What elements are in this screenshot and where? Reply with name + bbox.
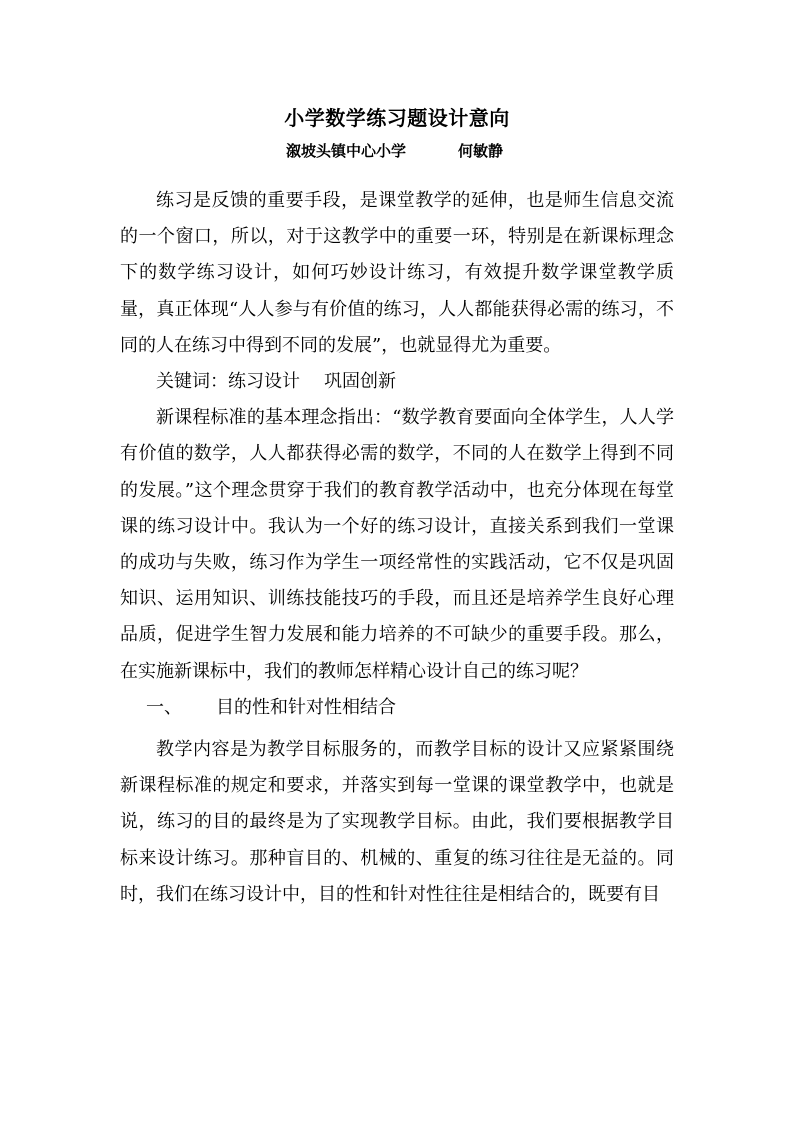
keyword-item: 练习设计 xyxy=(228,371,300,393)
keyword-item: 巩固创新 xyxy=(324,371,396,393)
body-paragraph: 新课程标准的基本理念指出：“数学教育要面向全体学生，人人学有价值的数学，人人都获得必需的数学，不同的人在数学上得到不同的发展。”这个理念贯穿于我们的教育教学活动中，也充分体现在每堂课的练习设计中。我认为一个好的练习设计，直接关系到我们一堂课的成功与失败，练习作为学生一项经常性的实践活动，它不仅是巩固知识、运用知识、训练技能技巧的手段，而且还是培养学生良好心理品质，促进学生智力发展和能力培养的不可缺少的重要手段。那么，在实施新课标中，我们的教师怎样精心设计自己的练习呢？ xyxy=(120,407,674,682)
intro-paragraph: 练习是反馈的重要手段，是课堂教学的延伸，也是师生信息交流的一个窗口，所以，对于这教学中的重要一环，特别是在新课标理念下的数学练习设计，如何巧妙设计练习，有效提升数学课堂教学质量，真正体现“人人参与有价值的练习，人人都能获得必需的练习，不同的人在练习中得到不同的发展”，也就显得尤为重要。 xyxy=(120,190,674,356)
document-title: 小学数学练习题设计意向 xyxy=(284,106,510,130)
keywords-label: 关键词： xyxy=(156,371,228,393)
document-body xyxy=(120,183,674,913)
body-paragraph: 教学内容是为教学目标服务的，而教学目标的设计又应紧紧围绕新课程标准的规定和要求，并落实到每一堂课的课堂教学中，也就是说，练习的目的最终是为了实现教学目标。由此，我们要根据教学目标来设计练习。那种盲目的、机械的、重复的练习往往是无益的。同时，我们在练习设计中，目的性和针对性往往是相结合的，既要有目 xyxy=(120,739,674,905)
author-line xyxy=(286,140,503,162)
author-name: 何敏静 xyxy=(458,142,504,160)
section-heading xyxy=(120,690,674,726)
keywords-line xyxy=(120,364,674,400)
section-heading-text: 目的性和针对性相结合 xyxy=(216,696,396,718)
section-number: 一、 xyxy=(146,696,182,718)
school-name: 溆坡头镇中心小学 xyxy=(286,142,407,160)
